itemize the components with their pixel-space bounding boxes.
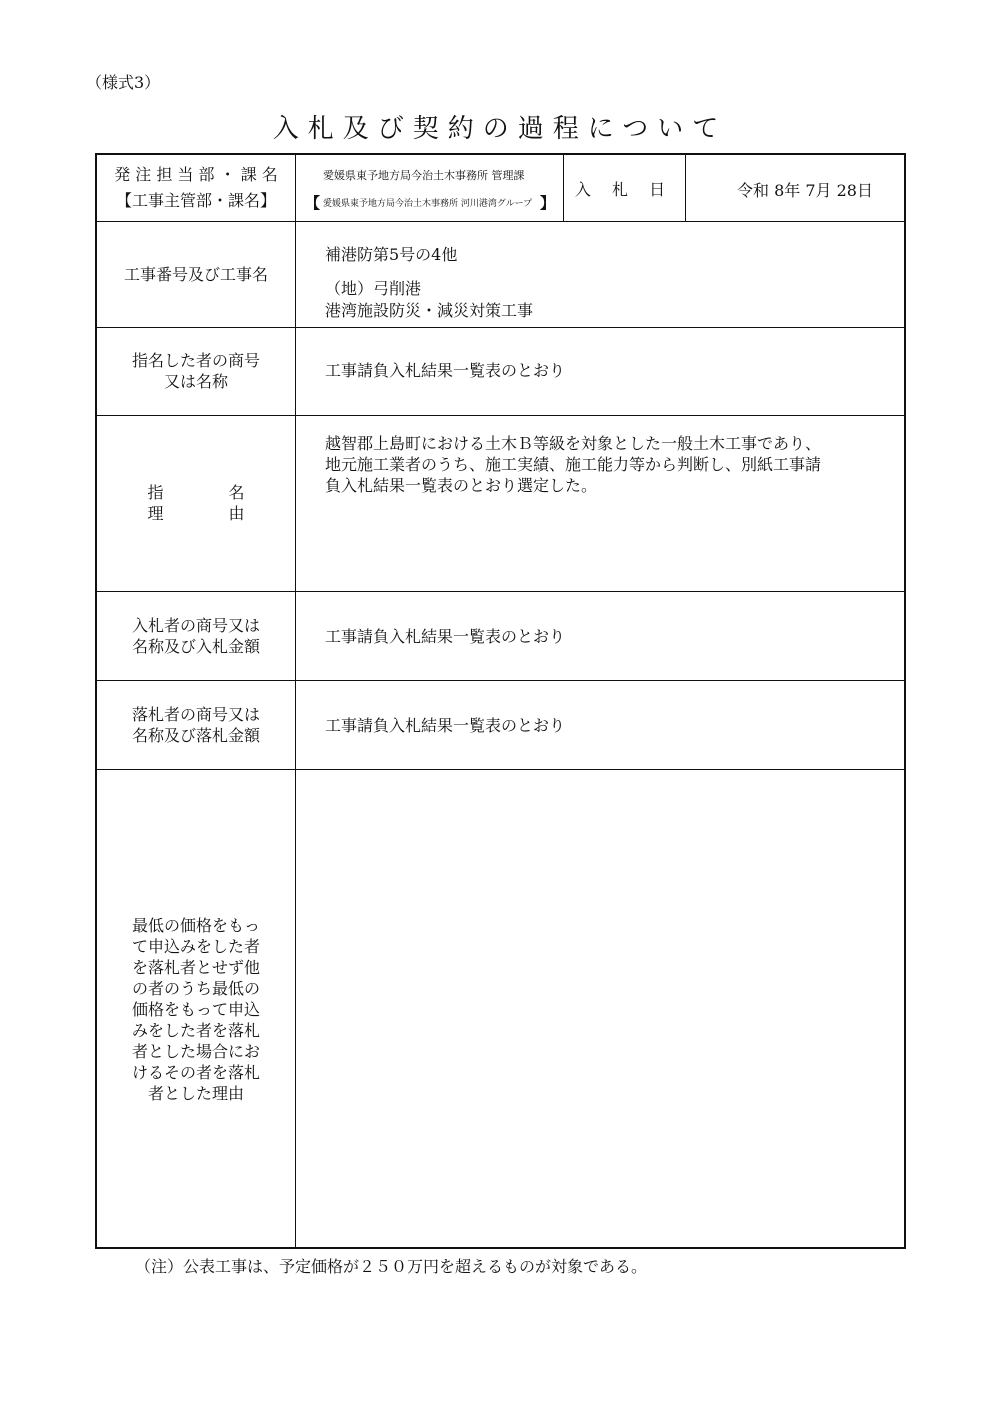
nominee-label [97, 327, 295, 415]
lowest-price-reason-label [97, 769, 295, 1249]
work-name: 港湾施設防災・減災対策工事 [325, 301, 534, 320]
form-number: （様式3） [86, 73, 161, 92]
work-label: 工事番号及び工事名 [123, 264, 268, 284]
dept-value-line1: 愛媛県東予地方局今治土木事務所 管理課 [323, 169, 525, 182]
lowest-label-line: て申込みをした者 [131, 936, 260, 956]
dept-bracket-open: 【 [305, 194, 321, 212]
winner-label-line2: 名称及び落札金額 [131, 725, 260, 745]
bidders-label-line2: 名称及び入札金額 [131, 636, 260, 656]
footnote: （注）公表工事は、予定価格が２５０万円を超えるものが対象である。 [135, 1257, 648, 1276]
nominee-label-line2: 又は名称 [163, 372, 228, 391]
nominee-label-line1: 指名した者の商号 [131, 351, 260, 370]
document-title: 入札及び契約の過程について [272, 114, 728, 144]
bid-date-label: 入 札 日 [574, 179, 674, 199]
dept-value-line2: 愛媛県東予地方局今治土木事務所 河川港湾グループ [323, 199, 533, 209]
reason-label-text: 指 名 理 由 [147, 483, 275, 523]
reason-line1: 越智郡上島町における土木Ｂ等級を対象とした一般土木工事であり、 [325, 434, 822, 453]
reason-text [325, 433, 821, 496]
dept-bracket-close: 】 [540, 194, 556, 212]
winner-value: 工事請負入札結果一覧表のとおり [325, 716, 566, 735]
bidders-value: 工事請負入札結果一覧表のとおり [325, 627, 566, 646]
work-site: （地）弓削港 [325, 279, 422, 298]
nominee-value: 工事請負入札結果一覧表のとおり [325, 361, 566, 380]
lowest-label-line: 最低の価格をもっ [131, 915, 260, 935]
column-divider [295, 155, 296, 1247]
bid-date-value: 令和 8年 7月 28日 [737, 181, 873, 200]
lowest-label-line: 者とした理由 [147, 1083, 244, 1103]
bidders-label-line1: 入札者の商号又は [131, 615, 260, 635]
reason-line3: 負入札結果一覧表のとおり選定した。 [325, 476, 598, 495]
lowest-label-line: 者とした場合にお [131, 1041, 260, 1061]
winner-label-line1: 落札者の商号又は [131, 704, 260, 724]
column-divider [685, 155, 686, 221]
work-number: 補港防第5号の4他 [325, 245, 458, 264]
dept-label-line1: 発 注 担 当 部 ・ 課 名 [114, 165, 278, 184]
process-table [95, 153, 906, 1249]
lowest-label-line: みをした者を落札 [131, 1020, 260, 1040]
dept-label-line2: 【工事主管部・課名】 [115, 191, 276, 210]
lowest-label-line: 価格をもって申込 [131, 999, 260, 1019]
reason-label [97, 415, 295, 591]
bidders-label [97, 591, 295, 680]
dept-label [97, 155, 295, 221]
reason-line2: 地元施工業者のうち、施工実績、施工能力等から判断し、別紙工事請 [325, 455, 822, 474]
lowest-label-line: けるその者を落札 [131, 1062, 260, 1082]
lowest-label-line: を落札者とせず他 [131, 957, 260, 977]
lowest-label-line: の者のうち最低の [131, 978, 260, 998]
winner-label [97, 680, 295, 769]
